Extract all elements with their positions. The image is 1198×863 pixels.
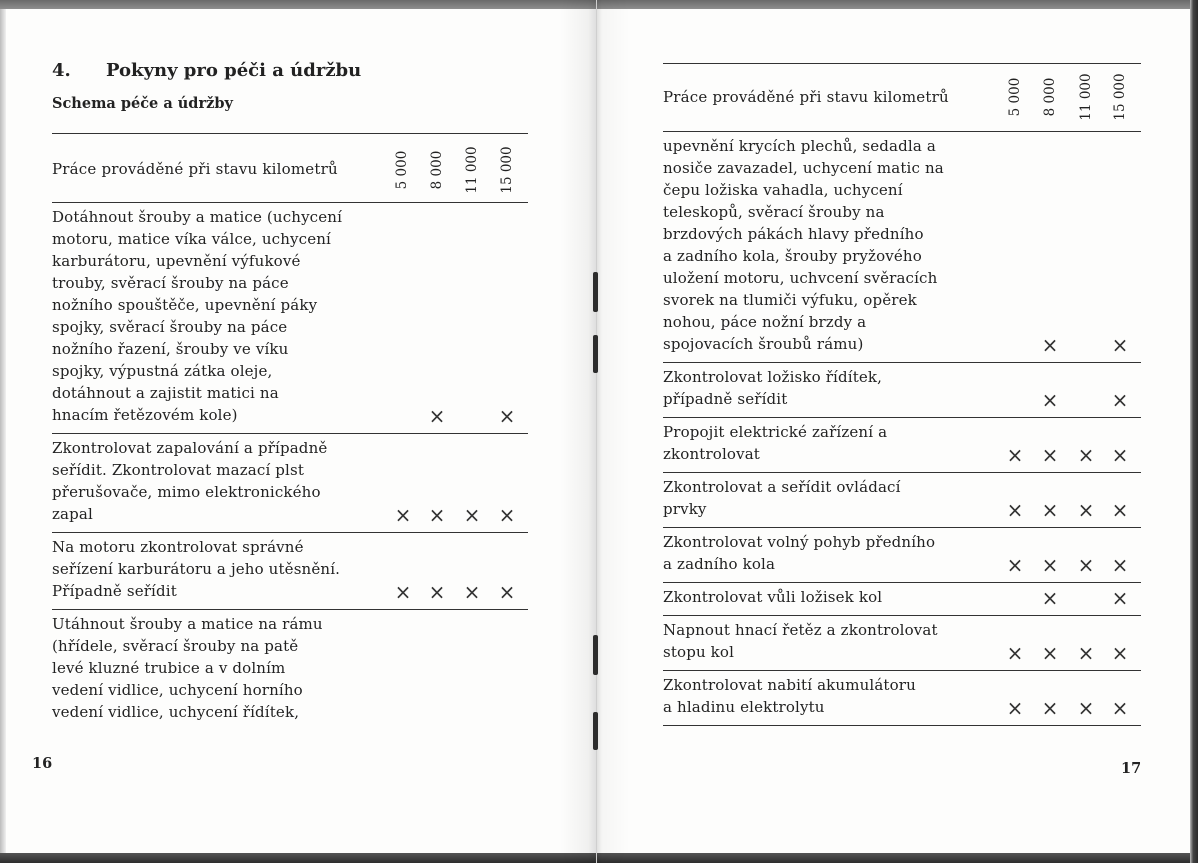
table-row — [52, 206, 530, 434]
interval-check-mark: × — [1077, 641, 1095, 665]
interval-check-mark: × — [1041, 696, 1059, 720]
task-description: Propojit elektrické zařízení a zkontrolovat — [663, 423, 888, 463]
km-column-header: 8 000 — [1042, 77, 1058, 117]
interval-check-mark: × — [1006, 443, 1024, 467]
staple — [593, 272, 598, 312]
interval-check-mark: × — [428, 580, 446, 604]
row-divider — [663, 362, 1141, 363]
table-row — [52, 613, 530, 731]
interval-check-mark: × — [394, 580, 412, 604]
interval-check-mark: × — [1006, 553, 1024, 577]
interval-check-mark: × — [1077, 498, 1095, 522]
table-row — [663, 421, 1143, 473]
table-header-label: Práce prováděné při stavu kilometrů — [52, 160, 338, 178]
interval-check-mark: × — [1006, 641, 1024, 665]
table-top-rule — [52, 133, 528, 134]
task-description: Utáhnout šrouby a matice na rámu (hřídele, svěrací šrouby na patě levé kluzné trubice a v dolním vedení vidlice, uchycení horního vedení vidlice, uchycení řídítek, — [52, 615, 323, 721]
row-divider — [52, 532, 528, 533]
row-divider — [663, 615, 1141, 616]
interval-check-mark: × — [463, 503, 481, 527]
interval-check-mark: × — [1077, 553, 1095, 577]
interval-check-mark: × — [1041, 443, 1059, 467]
interval-check-mark: × — [1111, 443, 1129, 467]
interval-check-mark: × — [428, 404, 446, 428]
table-row — [52, 437, 530, 533]
interval-check-mark: × — [1006, 498, 1024, 522]
chapter-number: 4. — [52, 60, 71, 81]
task-description: Zkontrolovat a seřídit ovládací prvky — [663, 478, 901, 518]
interval-check-mark: × — [1041, 586, 1059, 610]
table-row — [663, 619, 1143, 671]
book-left-edge — [0, 0, 6, 863]
task-description: Zkontrolovat nabití akumulátoru a hladinu elektrolytu — [663, 676, 916, 716]
table-row — [52, 536, 530, 610]
row-divider — [663, 472, 1141, 473]
interval-check-mark: × — [463, 580, 481, 604]
interval-check-mark: × — [1111, 641, 1129, 665]
task-description: Zkontrolovat vůli ložisek kol — [663, 588, 883, 606]
interval-check-mark: × — [1006, 696, 1024, 720]
interval-check-mark: × — [1111, 333, 1129, 357]
interval-check-mark: × — [394, 503, 412, 527]
table-header-label: Práce prováděné při stavu kilometrů — [663, 88, 949, 106]
interval-check-mark: × — [1111, 388, 1129, 412]
km-column-header: 11 000 — [1078, 73, 1094, 121]
interval-check-mark: × — [1111, 553, 1129, 577]
table-top-rule — [663, 63, 1141, 64]
interval-check-mark: × — [428, 503, 446, 527]
interval-check-mark: × — [1111, 586, 1129, 610]
task-description: Dotáhnout šrouby a matice (uchycení motoru, matice víka válce, uchycení karburátoru, upevnění výfukové trouby, svěrací šrouby na páce nožního spouštěče, upevnění páky spojky, svěrací šrouby na páce nožního řazení, šrouby ve víku spojky, výpustná zátka oleje, dotáhnout a zajistit matici na hnacím řetězovém kole) — [52, 208, 343, 424]
table-row — [663, 586, 1143, 616]
row-divider — [663, 725, 1141, 726]
task-description: Zkontrolovat zapalování a případně seřídit. Zkontrolovat mazací plst přerušovače, mimo elektronického zapal — [52, 439, 328, 523]
row-divider — [663, 670, 1141, 671]
interval-check-mark: × — [498, 580, 516, 604]
table-row — [663, 531, 1143, 583]
interval-check-mark: × — [1041, 333, 1059, 357]
row-divider — [52, 609, 528, 610]
interval-check-mark: × — [1041, 553, 1059, 577]
row-divider — [663, 527, 1141, 528]
task-description: Zkontrolovat volný pohyb předního a zadního kola — [663, 533, 936, 573]
interval-check-mark: × — [1041, 388, 1059, 412]
interval-check-mark: × — [1041, 641, 1059, 665]
km-column-header: 15 000 — [499, 146, 515, 194]
task-description: Na motoru zkontrolovat správné seřízení karburátoru a jeho utěsnění. Případně seřídit — [52, 538, 341, 600]
chapter-heading — [52, 60, 361, 81]
table-row — [663, 476, 1143, 528]
interval-check-mark: × — [1077, 696, 1095, 720]
staple — [593, 335, 598, 373]
km-column-header: 15 000 — [1112, 73, 1128, 121]
interval-check-mark: × — [1111, 696, 1129, 720]
table-header-rule — [663, 131, 1141, 132]
page-number: 16 — [32, 755, 53, 772]
row-divider — [663, 417, 1141, 418]
table-header-rule — [52, 202, 528, 203]
interval-check-mark: × — [1041, 498, 1059, 522]
interval-check-mark: × — [1077, 443, 1095, 467]
page-number: 17 — [1121, 760, 1142, 777]
task-description: Napnout hnací řetěz a zkontrolovat stopu kol — [663, 621, 938, 661]
km-column-header: 5 000 — [394, 150, 410, 190]
task-description: Zkontrolovat ložisko řídítek, případně seřídit — [663, 368, 883, 408]
interval-check-mark: × — [1111, 498, 1129, 522]
table-row — [663, 135, 1143, 363]
table-row — [663, 674, 1143, 726]
chapter-title: Pokyny pro péči a údržbu — [106, 60, 362, 81]
book-right-edge — [1190, 0, 1198, 863]
section-title: Schema péče a údržby — [52, 95, 233, 112]
km-column-header: 11 000 — [464, 146, 480, 194]
row-divider — [52, 433, 528, 434]
staple — [593, 712, 598, 750]
interval-check-mark: × — [498, 404, 516, 428]
staple — [593, 635, 598, 675]
interval-check-mark: × — [498, 503, 516, 527]
km-column-header: 5 000 — [1007, 77, 1023, 117]
row-divider — [663, 582, 1141, 583]
km-column-header: 8 000 — [429, 150, 445, 190]
left-page — [32, 0, 530, 863]
right-page — [663, 0, 1143, 863]
task-description: upevnění krycích plechů, sedadla a nosiče zavazadel, uchycení matic na čepu ložiska vahadla, uchycení teleskopů, svěrací šrouby na brzdových pákách hlavy předního a zadního kola, šrouby pryžového uložení motoru, uchvcení svěracích svorek na tlumiči výfuku, opěrek nohou, páce nožní brzdy a spojovacích šroubů rámu) — [663, 137, 944, 353]
table-row — [663, 366, 1143, 418]
